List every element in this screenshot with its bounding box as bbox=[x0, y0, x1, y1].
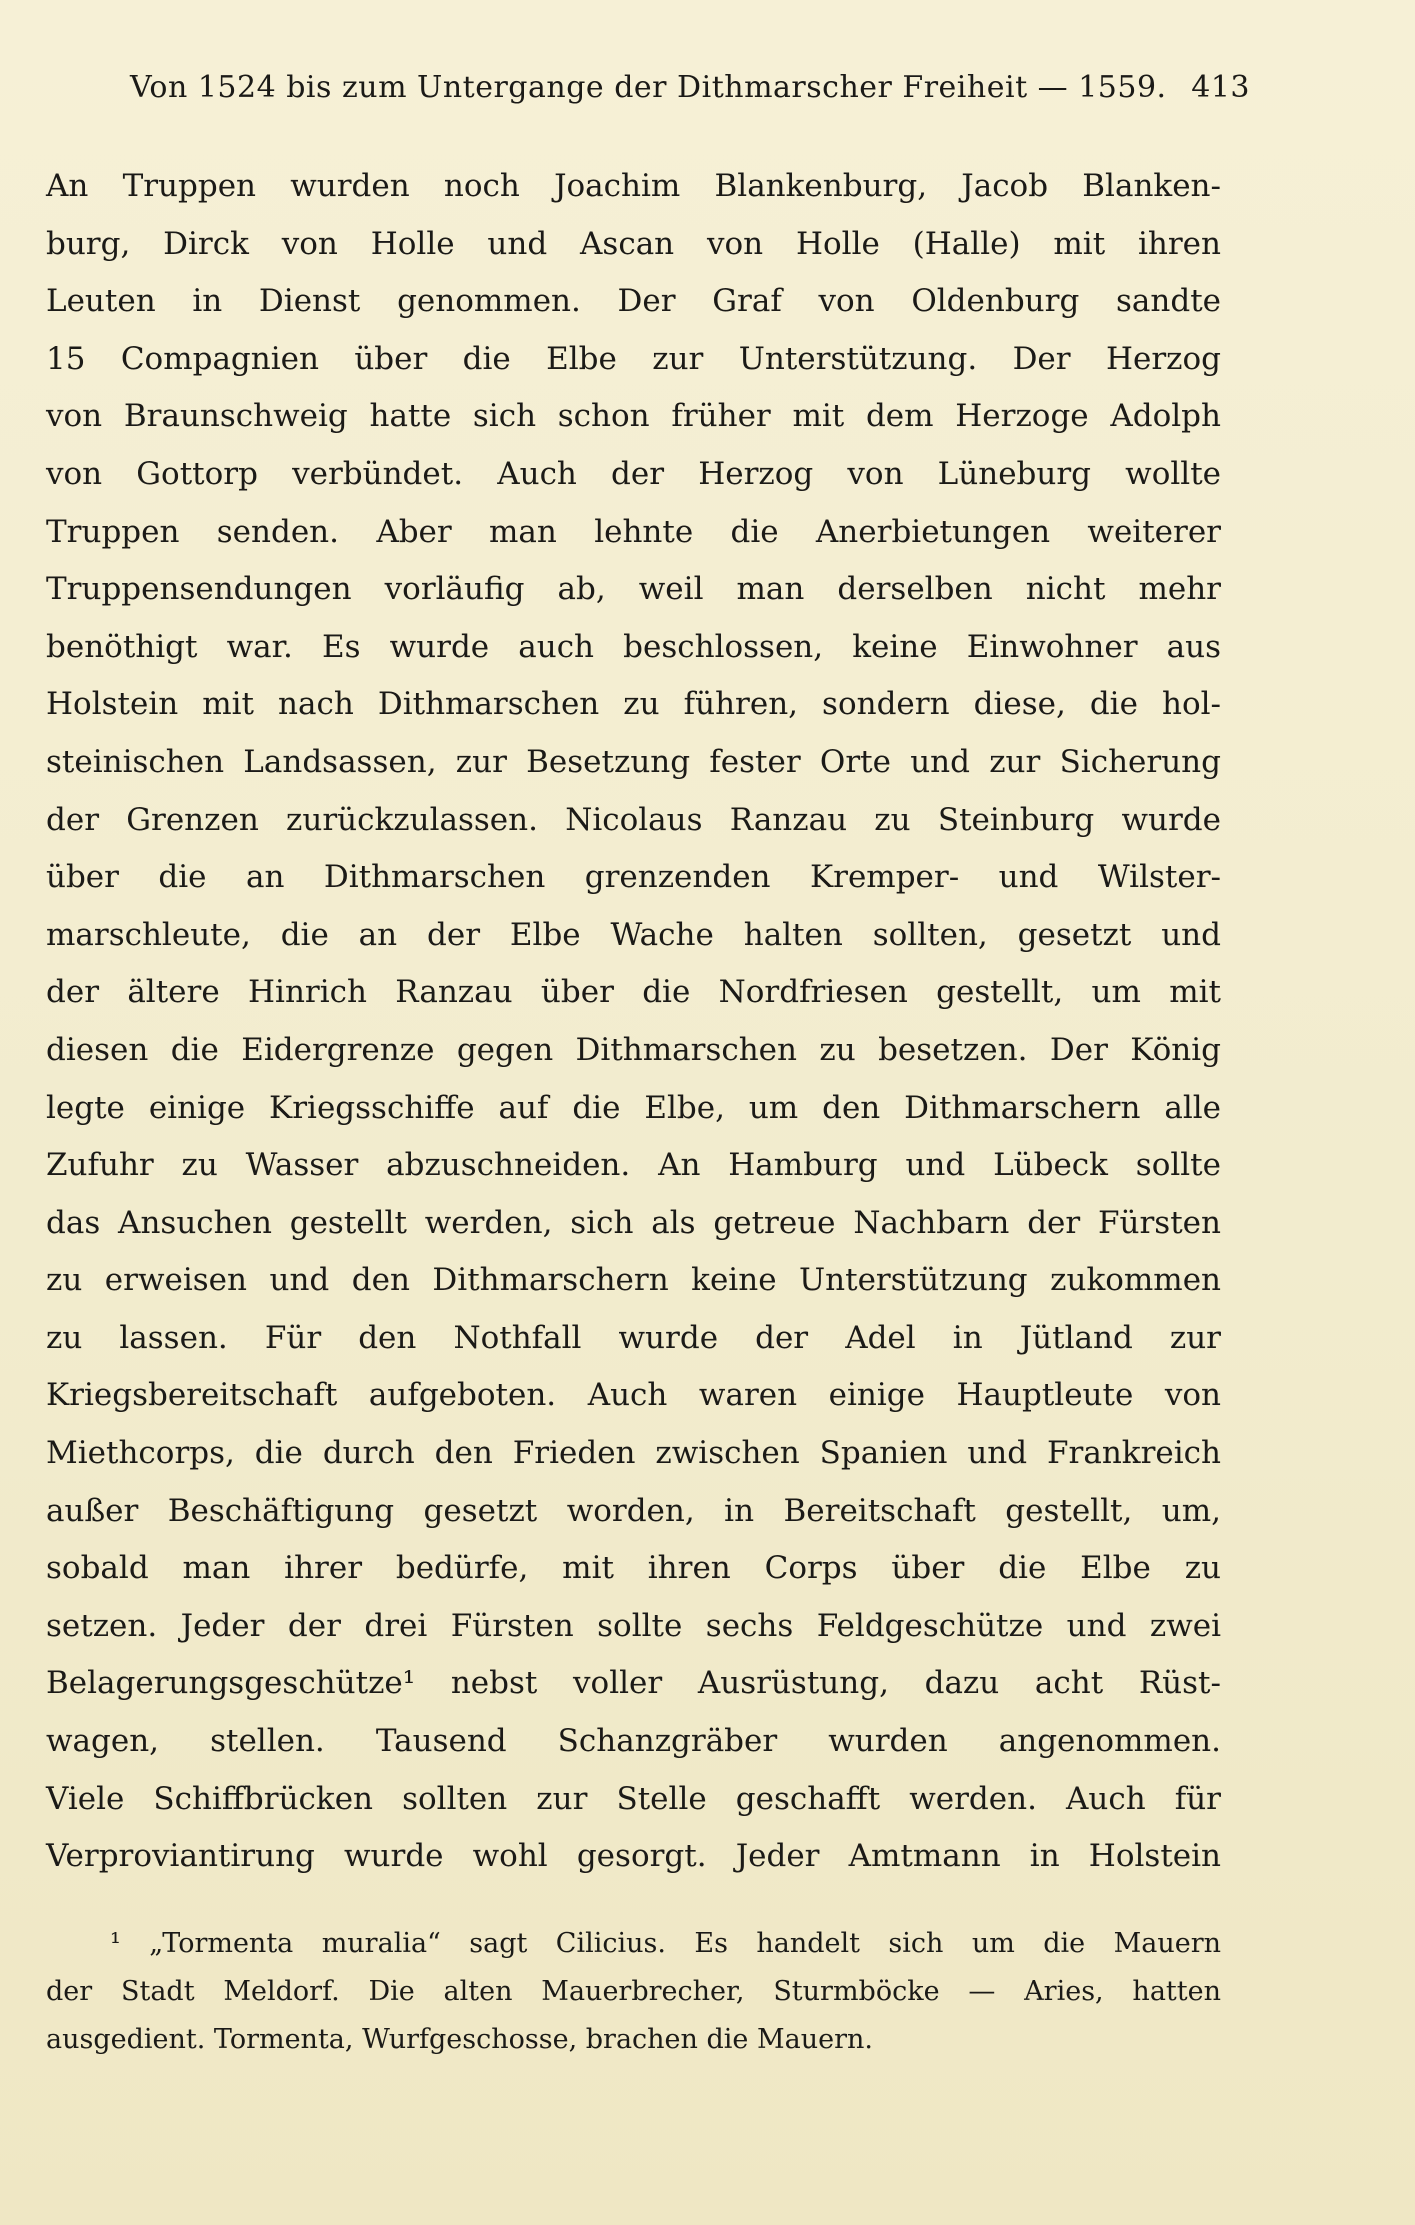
footnote-line: der Stadt Meldorf. Die alten Mauerbrecher, Sturmböcke — Aries, hatten bbox=[46, 1976, 1221, 2007]
running-head bbox=[130, 70, 1250, 105]
text-line: zu erweisen und den Dithmarschern keine Unterstützung zukommen bbox=[46, 1262, 1221, 1299]
text-line: Viele Schiffbrücken sollten zur Stelle geschafft werden. Auch für bbox=[46, 1780, 1221, 1817]
text-line: burg, Dirck von Holle und Ascan von Holle (Halle) mit ihren bbox=[46, 225, 1221, 262]
text-line: von Braunschweig hatte sich schon früher mit dem Herzoge Adolph bbox=[46, 398, 1221, 435]
text-line: Leuten in Dienst genommen. Der Graf von Oldenburg sandte bbox=[46, 283, 1221, 320]
text-line: 15 Compagnien über die Elbe zur Unterstützung. Der Herzog bbox=[46, 340, 1221, 377]
text-line: Holstein mit nach Dithmarschen zu führen, sondern diese, die hol- bbox=[46, 686, 1221, 723]
text-line: Belagerungsgeschütze¹ nebst voller Ausrüstung, dazu acht Rüst- bbox=[46, 1665, 1221, 1702]
text-line: außer Beschäftigung gesetzt worden, in Bereitschaft gestellt, um, bbox=[46, 1492, 1221, 1529]
text-line: Kriegsbereitschaft aufgeboten. Auch waren einige Hauptleute von bbox=[46, 1377, 1221, 1414]
text-line: Verproviantirung wurde wohl gesorgt. Jeder Amtmann in Holstein bbox=[46, 1838, 1221, 1875]
text-line: legte einige Kriegsschiffe auf die Elbe, um den Dithmarschern alle bbox=[46, 1089, 1221, 1126]
text-line: sobald man ihrer bedürfe, mit ihren Corps über die Elbe zu bbox=[46, 1550, 1221, 1587]
text-line: der Grenzen zurückzulassen. Nicolaus Ranzau zu Steinburg wurde bbox=[46, 801, 1221, 838]
main-text bbox=[46, 158, 1221, 1886]
footnote-line: ¹ „Tormenta muralia“ sagt Cilicius. Es handelt sich um die Mauern bbox=[110, 1928, 1221, 1959]
text-line: zu lassen. Für den Nothfall wurde der Adel in Jütland zur bbox=[46, 1319, 1221, 1356]
text-line: über die an Dithmarschen grenzenden Kremper- und Wilster- bbox=[46, 859, 1221, 896]
text-line: steinischen Landsassen, zur Besetzung fester Orte und zur Sicherung bbox=[46, 743, 1221, 780]
text-line: von Gottorp verbündet. Auch der Herzog von Lüneburg wollte bbox=[46, 455, 1221, 492]
text-line: wagen, stellen. Tausend Schanzgräber wurden angenommen. bbox=[46, 1723, 1221, 1760]
text-line: das Ansuchen gestellt werden, sich als getreue Nachbarn der Fürsten bbox=[46, 1204, 1221, 1241]
text-line: der ältere Hinrich Ranzau über die Nordfriesen gestellt, um mit bbox=[46, 974, 1221, 1011]
text-line: benöthigt war. Es wurde auch beschlossen, keine Einwohner aus bbox=[46, 628, 1221, 665]
text-line: Truppensendungen vorläufig ab, weil man derselben nicht mehr bbox=[46, 571, 1221, 608]
text-line: Miethcorps, die durch den Frieden zwischen Spanien und Frankreich bbox=[46, 1435, 1221, 1472]
page-number: 413 bbox=[1191, 70, 1250, 105]
text-line: diesen die Eidergrenze gegen Dithmarschen zu besetzen. Der König bbox=[46, 1031, 1221, 1068]
text-line: An Truppen wurden noch Joachim Blankenburg, Jacob Blanken- bbox=[46, 168, 1221, 204]
text-line: marschleute, die an der Elbe Wache halten sollten, gesetzt und bbox=[46, 916, 1221, 953]
footnotes bbox=[46, 1920, 1221, 2064]
text-line: Truppen senden. Aber man lehnte die Anerbietungen weiterer bbox=[46, 513, 1221, 550]
text-line: setzen. Jeder der drei Fürsten sollte sechs Feldgeschütze und zwei bbox=[46, 1607, 1221, 1644]
text-line: Zufuhr zu Wasser abzuschneiden. An Hamburg und Lübeck sollte bbox=[46, 1147, 1221, 1184]
running-head-title: Von 1524 bis zum Untergange der Dithmarscher Freiheit — 1559. bbox=[130, 70, 1167, 105]
footnote-line: ausgedient. Tormenta, Wurfgeschosse, brachen die Mauern. bbox=[46, 2024, 873, 2055]
